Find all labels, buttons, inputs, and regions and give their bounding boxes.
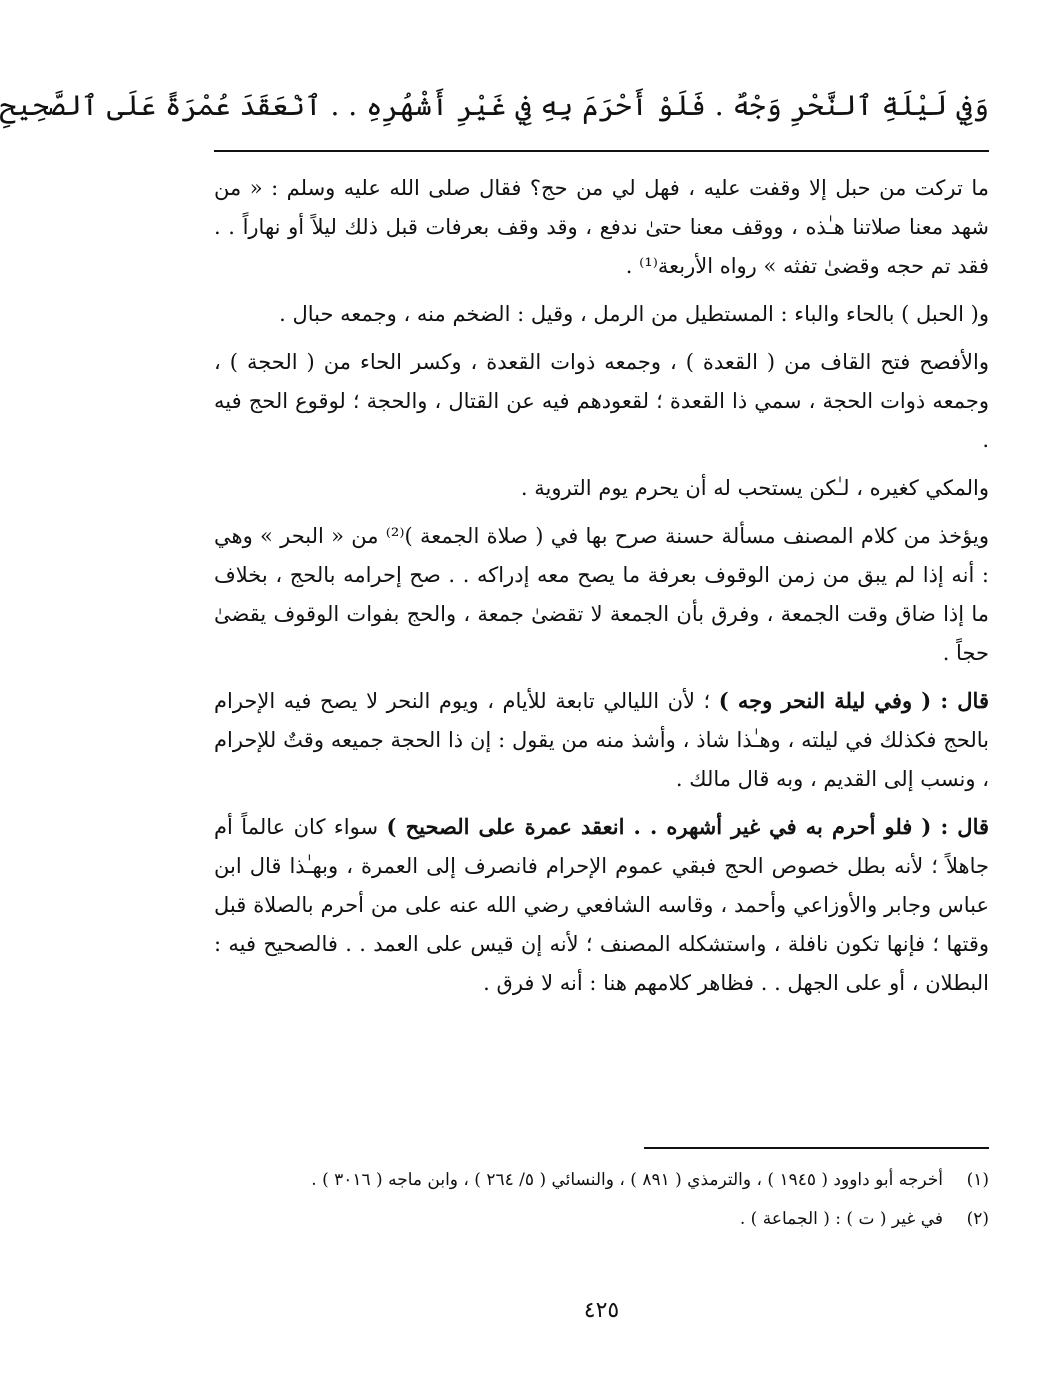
page-number: ٤٢٥ [583, 1298, 620, 1323]
paragraph-text: والمكي كغيره ، لـٰكن يستحب له أن يحرم يوم التروية . [520, 476, 989, 500]
paragraph-text: ما تركت من حبل إلا وقفت عليه ، فهل لي من حج؟ فقال صلى الله عليه وسلم : « من شهد معنا صلاتنا هـٰذه ، ووقف معنا حتىٰ ندفع ، وقد وقف بعرفات قبل ذلك ليلاً أو نهاراً . . فقد تم حجه وقضىٰ تفثه » رواه الأربعة⁽¹⁾ . [214, 176, 989, 278]
paragraph-text: والأفصح فتح القاف من ( القعدة ) ، وجمعه ذوات القعدة ، وكسر الحاء من ( الحجة ) ، وجمعه ذوات الحجة ، سمي ذا القعدة ؛ لقعودهم فيه عن القتال ، والحجة ؛ لوقوع الحج فيه . [214, 350, 989, 452]
footnote [214, 1164, 989, 1197]
header-rule [214, 150, 989, 152]
paragraph-text: سواء كان عالماً أم جاهلاً ؛ لأنه بطل خصوص الحج فبقي عموم الإحرام فانصرف إلى العمرة ، وبهـٰذا قال ابن عباس وجابر والأوزاعي وأحمد ، وقاسه الشافعي رضي الله عنه على من أحرم بالصلاة قبل وقتها ؛ فإنها تكون نافلة ، واستشكله المصنف ؛ لأنه إن قيس على العمد . . فالصحيح فيه : البطلان ، أو على الجهل . . فظاهر كلامهم هنا : أنه لا فرق . [214, 815, 989, 995]
footnote-number: (٢) [966, 1209, 989, 1229]
paragraph [214, 168, 989, 286]
main-text [214, 168, 989, 1011]
paragraph [214, 516, 989, 673]
footnote-text: أخرجه أبو داوود ( ١٩٤٥ ) ، والترمذي ( ٨٩١ ) ، والنسائي ( ٥/ ٢٦٤ ) ، وابن ماجه ( ٣٠١٦ ) . [311, 1170, 943, 1190]
footnotes [214, 1164, 989, 1242]
paragraph-lead: قال : ( فلو أحرم به في غير أشهره . . انعقد عمرة على الصحيح ) [386, 814, 990, 839]
paragraph-text: و( الحبل ) بالحاء والباء : المستطيل من الرمل ، وقيل : الضخم منه ، وجمعه حبال . [279, 302, 989, 326]
footnote [214, 1203, 989, 1236]
footnote-text: في غير ( ت ) : ( الجماعة ) . [739, 1209, 943, 1229]
running-header: وَفِي لَيْلَةِ ٱلنَّحْرِ وَجْهٌ . فَلَوْ أَحْرَمَ بِهِ فِي غَيْرِ أَشْهُرِهِ . . ٱنْعَقَدَ عُمْرَةً عَلَى ٱلصَّحِيحِ [0, 89, 989, 122]
paragraph [214, 294, 989, 334]
paragraph [214, 342, 989, 460]
paragraph [214, 468, 989, 508]
footnote-number: (١) [966, 1170, 989, 1190]
paragraph-text: ويؤخذ من كلام المصنف مسألة حسنة صرح بها في ( صلاة الجمعة )⁽²⁾ من « البحر » وهي : أنه إذا لم يبق من زمن الوقوف بعرفة ما يصح معه إدراكه . . صح إحرامه بالحج ، بخلاف ما إذا ضاق وقت الجمعة ، وفرق بأن الجمعة لا تقضىٰ جمعة ، والحج بفوات الوقوف يقضىٰ حجاً . [214, 524, 989, 665]
paragraph [214, 807, 989, 1003]
paragraph-lead: قال : ( وفي ليلة النحر وجه ) [718, 688, 989, 713]
footnote-rule [644, 1147, 989, 1149]
paragraph [214, 681, 989, 799]
paragraph-text: ؛ لأن الليالي تابعة للأيام ، ويوم النحر لا يصح فيه الإحرام بالحج فكذلك في ليلته ، وهـٰذا شاذ ، وأشذ منه من يقول : إن ذا الحجة جميعه وقتٌ للإحرام ، ونسب إلى القديم ، وبه قال مالك . [214, 689, 989, 791]
